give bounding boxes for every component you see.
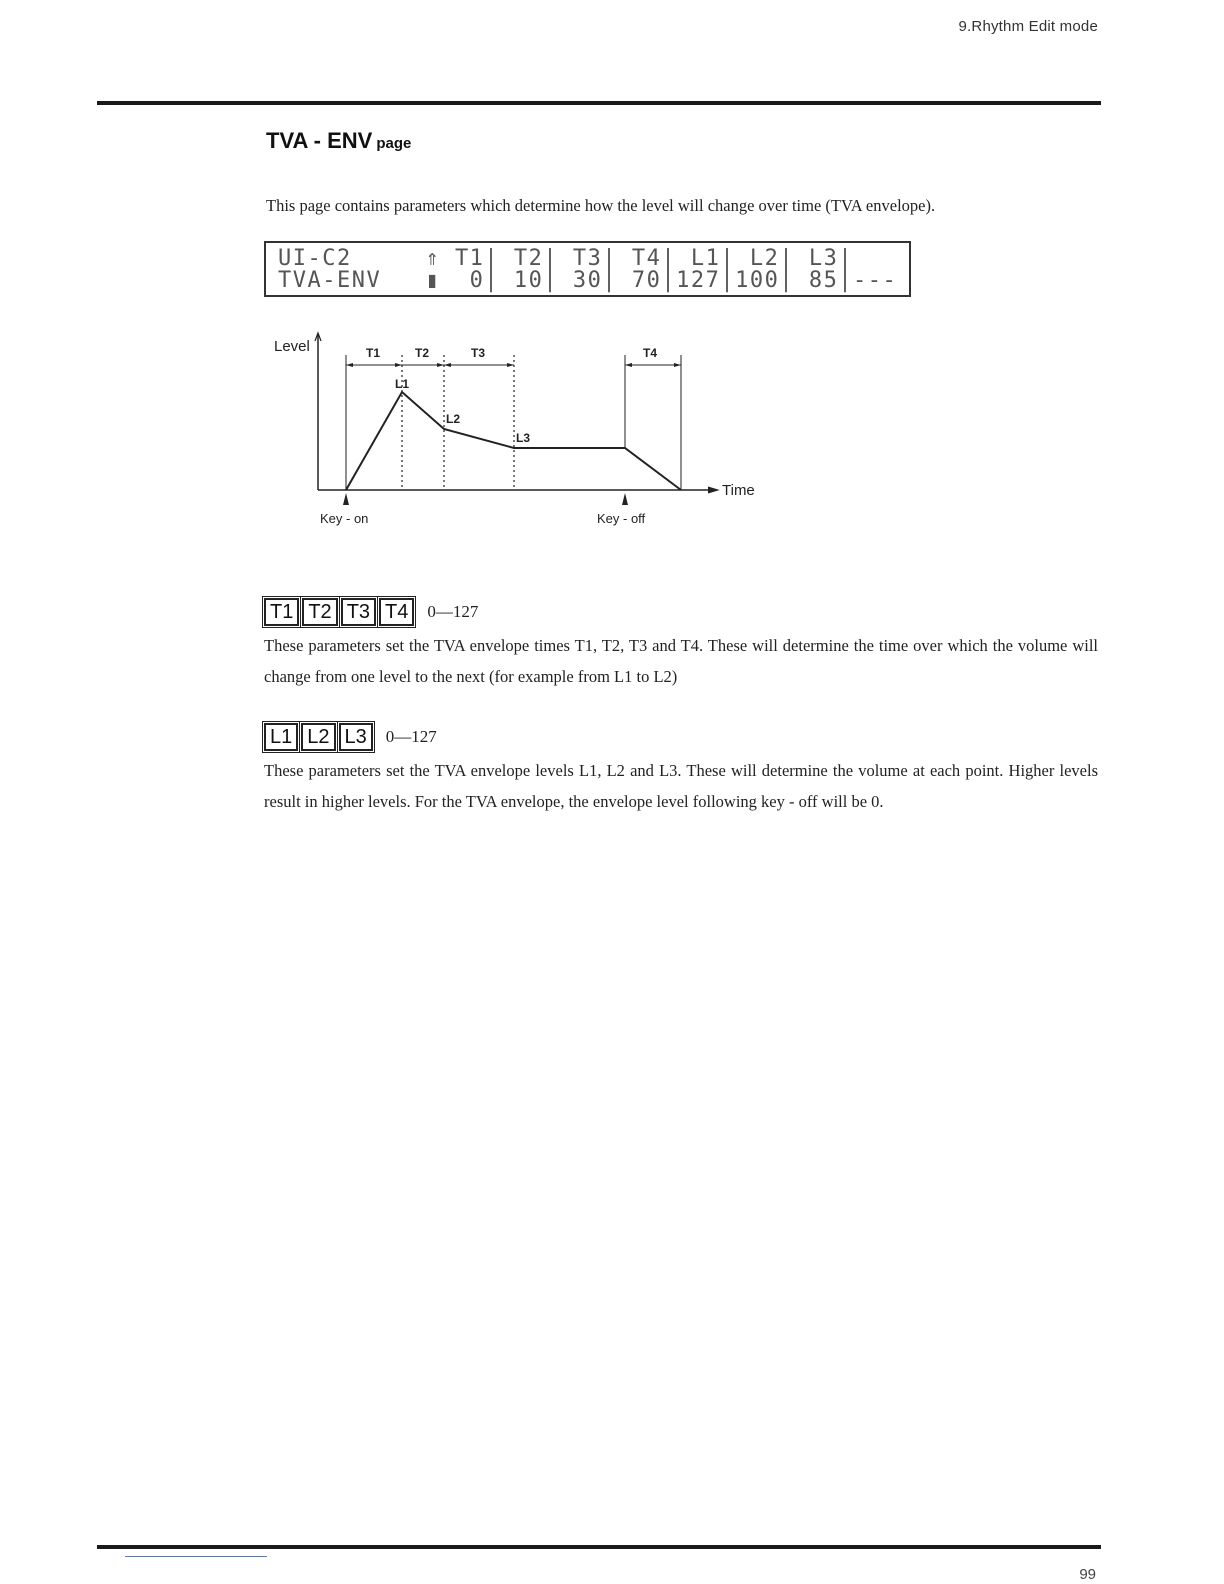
key-t1: T1 <box>264 598 299 626</box>
level-label: Level <box>274 338 310 355</box>
lcd-line-2: TVA-ENV ▮ 0| 10| 30| 70|127|100| 85|--- <box>278 268 898 293</box>
lcd-line-1: UI-C2 ⇑ T1| T2| T3| T4| L1| L2| L3| <box>278 246 854 271</box>
key-t2: T2 <box>302 598 337 626</box>
t2-label: T2 <box>415 346 430 360</box>
l2-label: L2 <box>446 412 461 426</box>
dim-arrowhead <box>507 363 514 367</box>
time-params-section <box>264 598 1098 692</box>
l1-label: L1 <box>395 377 410 391</box>
time-axis-arrow <box>708 487 718 493</box>
dim-arrowhead <box>395 363 402 367</box>
time-params-description: These parameters set the TVA envelope times T1, T2, T3 and T4. These will determine the time over which the volume will change from one level to the next (for example from L1 to L2) <box>264 636 1098 686</box>
l3-label: L3 <box>516 431 531 445</box>
page-title <box>266 128 411 154</box>
footer-underline <box>125 1556 267 1557</box>
key-l2: L2 <box>301 723 335 751</box>
level-params-heading <box>264 723 1098 751</box>
dim-arrowhead <box>625 363 632 367</box>
key-l1: L1 <box>264 723 298 751</box>
dim-arrowhead <box>444 363 451 367</box>
key-off-marker <box>622 493 628 505</box>
level-params-section <box>264 723 1098 817</box>
key-t4: T4 <box>379 598 414 626</box>
level-params-description: These parameters set the TVA envelope levels L1, L2 and L3. These will determine the volume at each point. Higher levels result in higher levels. For the TVA envelope, the envelope level following key - off will be 0. <box>264 761 1098 811</box>
top-rule <box>97 101 1101 105</box>
t4-label: T4 <box>643 346 658 360</box>
time-label: Time <box>722 482 755 499</box>
running-head: 9.Rhythm Edit mode <box>958 18 1098 35</box>
time-params-heading <box>264 598 1098 626</box>
lcd-display <box>264 241 911 297</box>
key-on-label: Key - on <box>320 511 369 526</box>
time-range: 0—127 <box>427 602 479 621</box>
key-on-marker <box>343 493 349 505</box>
envelope-diagram <box>260 325 780 540</box>
title-suffix: page <box>376 135 412 152</box>
key-t3: T3 <box>341 598 376 626</box>
bottom-rule <box>97 1545 1101 1549</box>
key-off-label: Key - off <box>597 511 646 526</box>
page-number: 99 <box>1079 1566 1096 1583</box>
t3-label: T3 <box>471 346 486 360</box>
title-text: TVA - ENV <box>266 128 373 153</box>
level-range: 0—127 <box>385 727 437 746</box>
intro-paragraph: This page contains parameters which determine how the level will change over time (TVA envelope). <box>266 196 936 215</box>
dim-arrowhead <box>437 363 444 367</box>
dim-arrowhead <box>674 363 681 367</box>
key-l3: L3 <box>339 723 373 751</box>
t1-label: T1 <box>366 346 381 360</box>
dim-arrowhead <box>346 363 353 367</box>
